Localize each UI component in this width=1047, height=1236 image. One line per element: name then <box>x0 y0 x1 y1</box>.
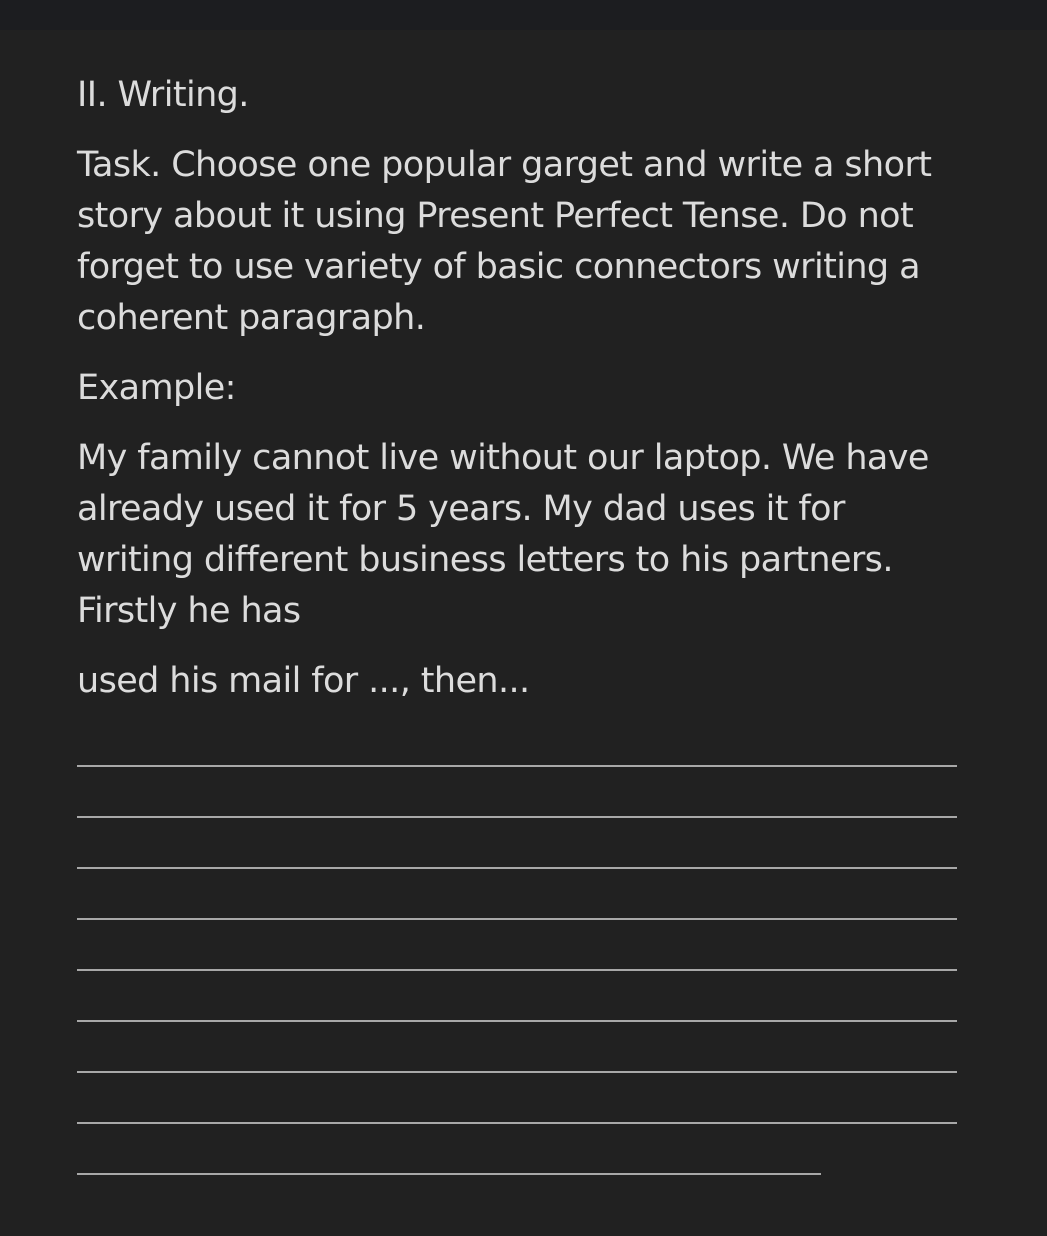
task-line: Task. Choose one popular garget and write a short <box>77 145 932 185</box>
answer-line <box>77 1173 821 1175</box>
example-line: My family cannot live without our laptop. We have <box>77 438 929 478</box>
answer-line <box>77 1071 957 1073</box>
top-bar <box>0 0 1047 30</box>
task-instructions <box>77 140 977 344</box>
example-line: writing different business letters to his partners. <box>77 540 893 580</box>
example-label: Example: <box>77 368 236 408</box>
example-line: Firstly he has <box>77 591 301 631</box>
answer-line <box>77 816 957 818</box>
example-line: already used it for 5 years. My dad uses it for <box>77 489 845 529</box>
answer-line <box>77 867 957 869</box>
task-line: coherent paragraph. <box>77 298 426 338</box>
task-line: story about it using Present Perfect Tense. Do not <box>77 196 914 236</box>
answer-line <box>77 1020 957 1022</box>
answer-line <box>77 765 957 767</box>
example-text <box>77 433 977 637</box>
answer-lines <box>77 765 957 1224</box>
task-line: forget to use variety of basic connectors writing a <box>77 247 920 287</box>
example-continuation: used his mail for ..., then... <box>77 661 530 701</box>
answer-line <box>77 969 957 971</box>
section-heading: II. Writing. <box>77 75 249 115</box>
writing-task-page <box>77 70 977 707</box>
answer-line <box>77 918 957 920</box>
answer-line <box>77 1122 957 1124</box>
